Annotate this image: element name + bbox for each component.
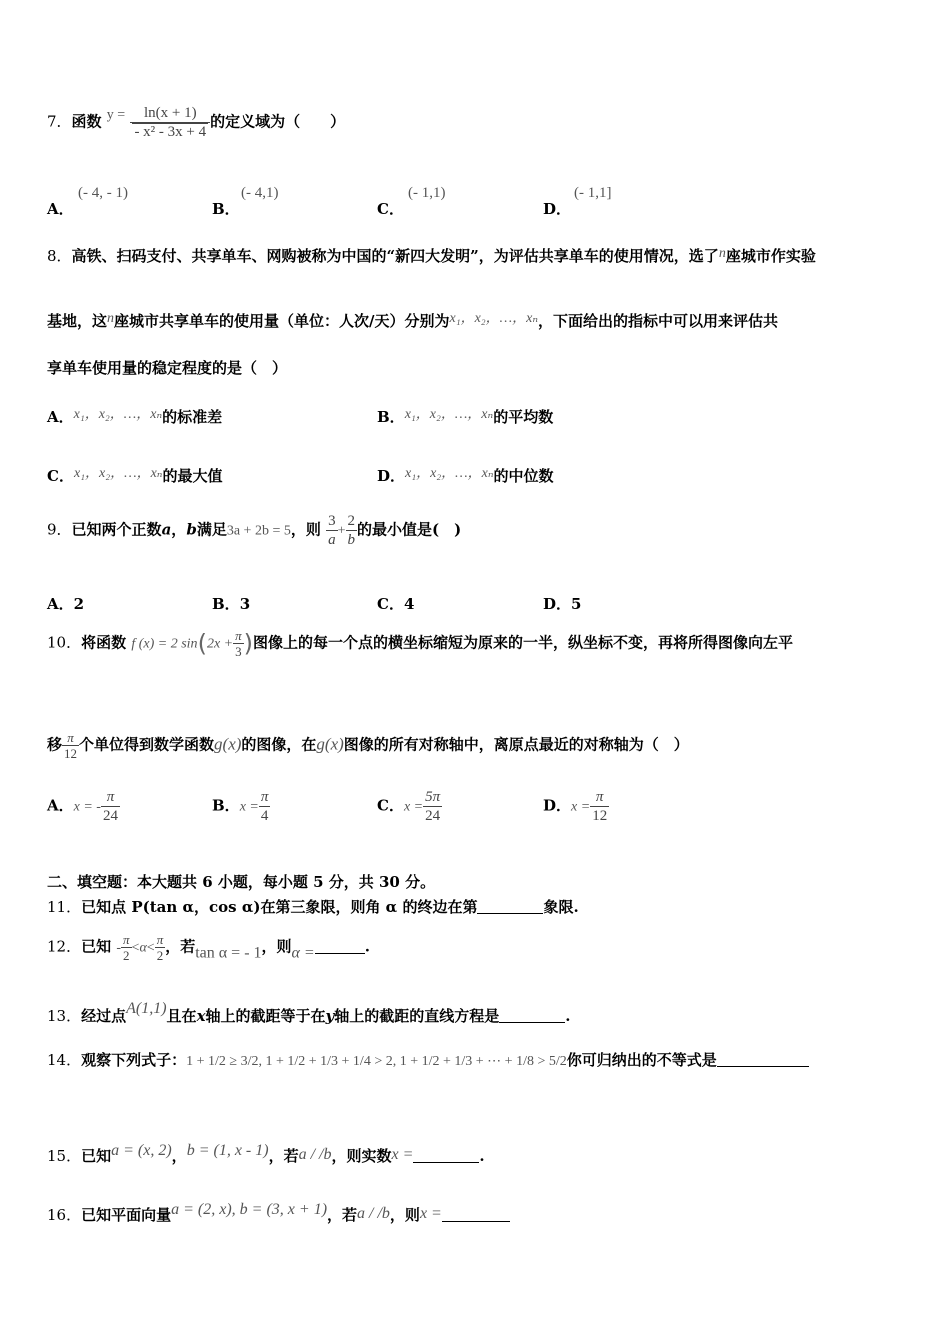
q9-sep: ， xyxy=(171,520,187,539)
q10-option-c-den: 24 xyxy=(425,808,441,824)
q13-text-a: 经过点 xyxy=(81,1007,127,1025)
q10-pi: π xyxy=(235,628,242,643)
q16-text-c: ，则 xyxy=(389,1206,420,1224)
q12-tan: tan α = - 1 xyxy=(195,944,262,962)
q10-pi-over-12 xyxy=(62,730,79,761)
q10-text-e: 的图像，在 xyxy=(241,735,317,754)
q15-text-c: ，则实数 xyxy=(331,1147,392,1165)
q8-text-2c: ，下面给出的指标中可以用来评估共 xyxy=(538,312,779,330)
q10-text-c: 移 xyxy=(47,735,63,754)
q13-number: 13． xyxy=(47,1007,82,1025)
q7-option-a-label: A． xyxy=(47,200,74,218)
q10-text-a: 将函数 xyxy=(81,633,127,652)
q7-option-c-value: (- 1,1) xyxy=(408,185,446,201)
q12-alpha-eq: α = xyxy=(291,944,315,962)
q10-option-d-label: D． xyxy=(543,796,572,815)
q16-text-a: 已知平面向量 xyxy=(81,1206,172,1224)
q7-option-c-label: C． xyxy=(377,200,404,218)
q16-text-b: ，若 xyxy=(327,1206,358,1224)
q9-option-d-label: D． xyxy=(543,595,572,613)
q13-end: . xyxy=(565,1007,571,1025)
q10-pi-over-3 xyxy=(233,628,244,659)
q9-number: 9． xyxy=(47,520,72,539)
q9-option-d xyxy=(543,593,581,614)
q10-option-d-lhs: x = xyxy=(571,799,591,815)
q9-condition: 3a + 2b = 5 xyxy=(226,523,291,539)
q16-stem xyxy=(47,1201,510,1225)
q7-suffix: 的定义域为（ ） xyxy=(210,112,346,131)
q12-lt: < xyxy=(131,940,140,956)
q10-option-a-frac xyxy=(101,788,120,825)
q10-option-b-label: B． xyxy=(212,796,240,815)
q13-y: y xyxy=(325,1007,335,1025)
q12-lt-2: < xyxy=(146,940,155,956)
q10-func: f (x) = 2 sin xyxy=(131,636,198,652)
q9-f1-num: 3 xyxy=(328,513,336,529)
q10-option-a xyxy=(47,788,120,825)
q9-f2-num: 2 xyxy=(347,513,355,529)
q13-text-d: 轴上的截距的直线方程是 xyxy=(334,1007,500,1025)
q8-option-a-text: 的标准差 xyxy=(162,408,223,426)
q8-option-d xyxy=(377,462,554,486)
q9-stem xyxy=(47,512,461,549)
q15-x-eq: x = xyxy=(391,1146,414,1163)
q16-x-eq: x = xyxy=(419,1205,442,1222)
q11-number: 11． xyxy=(47,898,82,916)
q15-number: 15． xyxy=(47,1147,82,1165)
section2-title: 二、填空题：本大题共 6 小题，每小题 5 分，共 30 分。 xyxy=(47,873,436,891)
q10-number: 10． xyxy=(47,633,82,652)
q10-g-2: g(x) xyxy=(316,734,344,754)
q12-answer-blank[interactable] xyxy=(315,939,365,954)
q8-text-1a: 高铁、扫码支付、共享单车、网购被称为中国的“新四大发明”，为评估共享单车的使用情况，选了 xyxy=(71,247,719,265)
q7-denominator: - x² - 3x + 4 xyxy=(134,124,207,140)
q8-option-a-seq: x₁，x₂，…，xₙ xyxy=(73,407,163,422)
q14-stem xyxy=(47,1049,809,1070)
q8-option-c-text: 的最大值 xyxy=(162,467,223,485)
q12-stem xyxy=(47,932,370,963)
q9-fraction-1 xyxy=(326,512,338,549)
q12-pi-over-2 xyxy=(155,932,166,963)
q12-end: . xyxy=(364,937,370,956)
q8-option-d-seq: x₁，x₂，…，xₙ xyxy=(405,466,494,481)
q7-prefix: 函数 xyxy=(71,112,102,131)
q10-option-c-label: C． xyxy=(377,796,404,815)
q12-neg: - xyxy=(116,940,122,956)
q14-expression: 1 + 1/2 ≥ 3/2, 1 + 1/2 + 1/3 + 1/4 > 2, 1 + 1/2 + 1/3 + ⋯ + 1/8 > 5/2 xyxy=(186,1054,567,1069)
q10-option-a-den: 24 xyxy=(102,808,118,824)
q7-option-a-value: (- 4, - 1) xyxy=(78,185,128,201)
q8-option-c-seq: x₁，x₂，…，xₙ xyxy=(73,466,163,481)
q15-vector-b: b = (1, x - 1) xyxy=(186,1142,269,1159)
q10-lparen: ( xyxy=(197,629,207,658)
q10-text-f: 图像的所有对称轴中，离原点最近的对称轴为（ ） xyxy=(343,735,689,754)
q9-text-d: 的最小值是( ) xyxy=(357,520,462,539)
q10-inner: 2x + xyxy=(206,636,234,652)
q8-option-a-label: A． xyxy=(47,408,74,426)
q9-var-b: b xyxy=(186,520,197,539)
q9-plus: + xyxy=(337,523,346,539)
q13-point: A(1,1) xyxy=(126,1000,167,1017)
q8-option-d-text: 的中位数 xyxy=(493,467,554,485)
q7-option-d-label: D． xyxy=(543,200,572,218)
q8-option-b-seq: x₁，x₂，…，xₙ xyxy=(404,407,494,422)
q10-option-d xyxy=(543,788,609,825)
q11-text-b: 象限. xyxy=(543,898,579,916)
q7-fraction xyxy=(130,104,210,141)
q10-pi-2: π xyxy=(62,730,79,746)
q10-option-c-num: 5π xyxy=(425,789,441,805)
q14-answer-blank[interactable] xyxy=(717,1052,809,1067)
q12-pi-2: π xyxy=(156,932,164,947)
q15-stem xyxy=(47,1142,485,1166)
q10-option-c xyxy=(377,788,442,825)
q10-g: g(x) xyxy=(214,734,242,754)
q16-answer-blank[interactable] xyxy=(442,1207,510,1222)
q9-f2-den: b xyxy=(347,532,355,548)
q8-option-b-label: B． xyxy=(377,408,405,426)
q10-option-a-num: π xyxy=(101,788,120,807)
q9-option-d-value: 5 xyxy=(571,595,582,613)
q16-number: 16． xyxy=(47,1206,82,1224)
q9-option-b xyxy=(212,593,250,614)
q12-text-c: ，则 xyxy=(261,937,292,956)
q11-stem xyxy=(47,896,579,917)
q11-answer-blank[interactable] xyxy=(477,899,543,914)
q10-option-c-lhs: x = xyxy=(403,799,424,815)
q10-option-d-den: 12 xyxy=(592,808,608,824)
q13-x: x xyxy=(196,1007,206,1025)
q10-three: 3 xyxy=(235,644,242,659)
q7-number: 7． xyxy=(47,112,72,131)
q8-option-c xyxy=(47,462,222,486)
q10-option-b-frac xyxy=(259,788,271,825)
q8-line1 xyxy=(47,245,816,266)
q16-parallel: a / /b xyxy=(357,1205,390,1222)
q14-number: 14． xyxy=(47,1051,82,1069)
q9-option-a xyxy=(47,593,84,614)
q8-line2 xyxy=(47,307,778,331)
q8-option-b-text: 的平均数 xyxy=(493,408,554,426)
q9-option-c xyxy=(377,593,414,614)
q9-option-c-label: C． xyxy=(377,595,404,613)
q9-text-b: 满足 xyxy=(196,520,227,539)
q9-var-a: a xyxy=(161,520,172,539)
q10-line2 xyxy=(47,730,689,761)
q10-option-b-lhs: x = xyxy=(239,799,259,815)
q7-expr-lhs: y = xyxy=(106,107,126,123)
q12-alpha: α xyxy=(139,940,147,956)
q7-option-d-value: (- 1,1] xyxy=(574,185,612,201)
q15-end: . xyxy=(479,1147,485,1165)
q7-numerator: ln(x + 1) xyxy=(130,104,210,123)
q8-line3: 享单车使用量的稳定程度的是（ ） xyxy=(47,359,288,377)
q12-pi: π xyxy=(123,932,130,947)
q9-f1-den: a xyxy=(328,532,336,548)
q15-text-a: 已知 xyxy=(81,1147,112,1165)
q10-text-d: 个单位得到数学函数 xyxy=(79,735,215,754)
q11-text-a: 已知点 P(tan α，cos α)在第三象限，则角 α 的终边在第 xyxy=(81,898,478,916)
q10-option-b-num: π xyxy=(260,789,269,805)
q9-fraction-2 xyxy=(346,512,358,549)
q8-option-a xyxy=(47,403,222,427)
q9-option-b-label: B． xyxy=(212,595,240,613)
q8-n: n xyxy=(718,246,726,261)
q9-option-c-value: 4 xyxy=(403,595,415,613)
q12-neg-pi-over-2 xyxy=(121,932,132,963)
q7-option-b-label: B． xyxy=(212,200,240,218)
q10-line1 xyxy=(47,628,793,659)
q8-text-1b: 座城市作实验 xyxy=(725,247,816,265)
q8-option-c-label: C． xyxy=(47,467,74,485)
q8-option-b xyxy=(377,403,553,427)
q12-text-b: ，若 xyxy=(165,937,196,956)
q8-text-2a: 基地，这 xyxy=(47,312,108,330)
q9-text-c: ，则 xyxy=(290,520,321,539)
q10-option-c-frac xyxy=(423,788,442,825)
q12-two: 2 xyxy=(123,948,130,963)
q7-stem xyxy=(47,104,345,141)
q8-n-2: n xyxy=(107,311,115,326)
q9-text-a: 已知两个正数 xyxy=(71,520,162,539)
q16-vectors: a = (2, x), b = (3, x + 1) xyxy=(171,1201,328,1218)
q15-vector-a: a = (x, 2) xyxy=(111,1142,172,1159)
q10-option-b xyxy=(212,788,270,825)
q14-text-a: 观察下列式子： xyxy=(81,1051,187,1069)
q10-option-a-lhs: x = - xyxy=(73,799,101,815)
q10-rparen: ) xyxy=(243,629,253,658)
q15-answer-blank[interactable] xyxy=(413,1148,479,1163)
q8-text-2b: 座城市共享单车的使用量（单位：人次/天）分别为 xyxy=(114,312,450,330)
q7-option-b-value: (- 4,1) xyxy=(241,185,279,201)
q10-option-a-label: A． xyxy=(47,796,74,815)
q15-text-b: ，若 xyxy=(268,1147,299,1165)
q13-text-b: 且在 xyxy=(166,1007,197,1025)
q8-seq: x₁，x₂，…，xₙ xyxy=(449,311,538,326)
q8-option-d-label: D． xyxy=(377,467,406,485)
q13-answer-blank[interactable] xyxy=(499,1008,565,1023)
q15-comma: ， xyxy=(171,1147,187,1165)
q15-parallel: a / /b xyxy=(298,1146,332,1163)
q9-option-b-value: 3 xyxy=(239,595,251,613)
q12-number: 12． xyxy=(47,937,82,956)
q13-stem xyxy=(47,1000,571,1026)
q14-text-b: 你可归纳出的不等式是 xyxy=(566,1051,717,1069)
q13-text-c: 轴上的截距等于在 xyxy=(205,1007,326,1025)
q12-text-a: 已知 xyxy=(81,937,112,956)
q10-twelve: 12 xyxy=(64,746,78,761)
q10-option-d-num: π xyxy=(590,788,609,807)
q8-number: 8． xyxy=(47,247,72,265)
q10-option-b-den: 4 xyxy=(260,808,269,824)
q9-option-a-value: 2 xyxy=(73,595,85,613)
q9-option-a-label: A． xyxy=(47,595,74,613)
q10-option-d-frac xyxy=(590,788,609,825)
q10-text-b: 图像上的每一个点的横坐标缩短为原来的一半，纵坐标不变，再将所得图像向左平 xyxy=(253,633,794,652)
q12-two-2: 2 xyxy=(156,948,164,963)
